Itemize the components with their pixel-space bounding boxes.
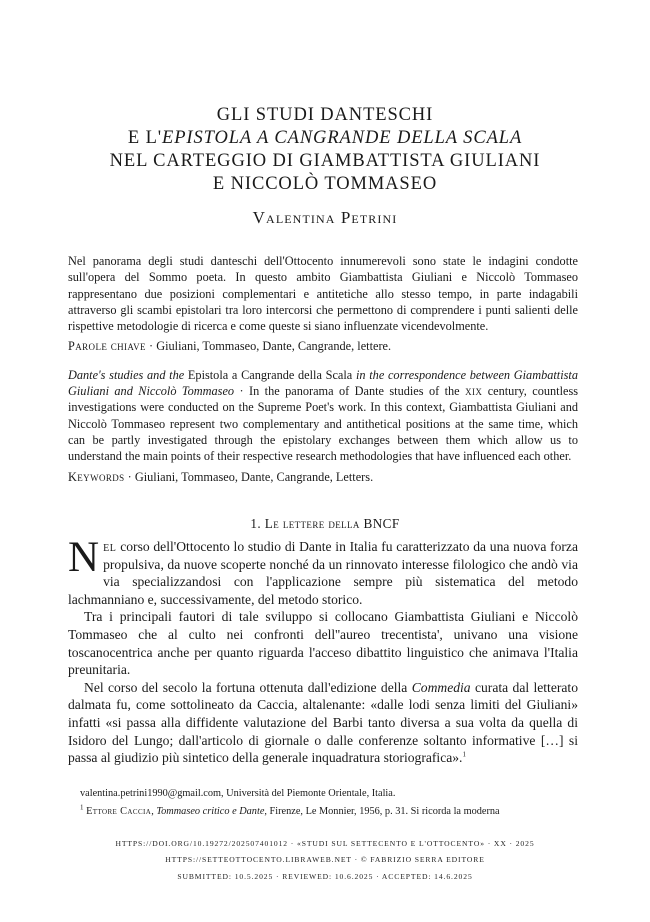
paragraph-1-lead: el bbox=[103, 539, 117, 554]
article-title bbox=[68, 104, 582, 228]
footer-doi-line: HTTPS://DOI.ORG/10.19272/202507401012 · «STUDI SUL SETTECENTO E L'OTTOCENTO» · XX · 2025 bbox=[115, 839, 535, 848]
title-line-2-prefix: E L' bbox=[127, 128, 163, 148]
footer-publisher-line: HTTPS://SETTEOTTOCENTO.LIBRAWEB.NET · © FABRIZIO SERRA EDITORE bbox=[165, 855, 485, 864]
keywords-english-label: Keywords bbox=[68, 469, 125, 484]
title-line-1: GLI STUDI DANTESCHI bbox=[216, 105, 434, 125]
abstract-block bbox=[68, 253, 578, 485]
footnote-1-author: Ettore Caccia bbox=[86, 806, 152, 817]
footnotes bbox=[68, 787, 578, 819]
abstract-english-title-1: Dante's studies and the bbox=[68, 367, 185, 382]
title-line-2-italic: EPISTOLA A CANGRANDE DELLA SCALA bbox=[162, 128, 523, 148]
footnote-1-title: Tommaseo critico e Dante bbox=[156, 806, 265, 817]
paragraph-3-text-2: curata dal letterato dalmata fu, come sottolineato da Caccia, altalenante: «dalle lodi senza limiti del Giuliani» infatti «si passa alla diffidente valutazione del Barbi tanto diversa a sua volta da quella di Isidoro del Lungo; dall'articolo di giornale o dalle conferenze soltanto informative […] si passa al giudizio più sintetico della generale inquadratura storiografica». bbox=[68, 679, 579, 766]
keywords-english-list: Giuliani, Tommaseo, Dante, Cangrande, Letters. bbox=[134, 469, 374, 484]
footnote-1-rest: , Firenze, Le Monnier, 1956, p. 31. Si ricorda la moderna bbox=[264, 806, 500, 817]
keywords-italian-list: Giuliani, Tommaseo, Dante, Cangrande, lettere. bbox=[156, 339, 392, 354]
footnote-1: $^1$ Ettore Caccia, Tommaseo critico e Dante, Firenze, Le Monnier, 1956, p. 31. Si ricorda la moderna bbox=[80, 803, 500, 817]
title-line-3: NEL CARTEGGIO DI GIAMBATTISTA GIULIANI bbox=[109, 151, 541, 171]
body-text bbox=[68, 534, 579, 767]
keywords-english: Keywords · Giuliani, Tommaseo, Dante, Cangrande, Letters. bbox=[68, 469, 374, 484]
footnote-marker-1[interactable]: 1 bbox=[462, 750, 466, 759]
abstract-english-title-3: in the correspondence between Giambattista Giuliani and Niccolò Tommaseo bbox=[68, 367, 578, 399]
paragraph-2: Tra i principali fautori di tale sviluppo si collocano Giambattista Giuliani e Niccolò Tommaseo che al culto nei confronti dell''aureo trecentista', univano una visione toscanocentrica anche per quanto riguarda l'acceso dibattito linguistico che animava l'Italia preunitaria. bbox=[68, 609, 578, 678]
abstract-english: Dante's studies and the Epistola a Cangrande della Scala in the correspondence between Giambattista Giuliani and Niccolò Tommaseo · In the panorama of Dante studies of the xix century, countless investigations were conducted on the Supreme Poet's work. In this context, Giambattista Giuliani and Niccolò Tommaseo represent two complementary and antithetical positions at the same time, which can be partly investigated through the epistolary exchanges between them which allow us to understand the main points of their respective research methodologies that have influenced each other. bbox=[68, 367, 579, 464]
paragraph-1-text: corso dell'Ottocento lo studio di Dante in Italia fu caratterizzato da una nuova forza propulsiva, da nuove scoperte nonché da un rinnovato interesse filologico che andò via via specializzandosi con l'applicazione sempre più sistematica del metodo lachmanniano e, successivamente, del metodo storico. bbox=[68, 539, 578, 607]
author-email-note: valentina.petrini1990@gmail.com, Università del Piemonte Orientale, Italia. bbox=[80, 788, 396, 799]
title-line-4: E NICCOLÒ TOMMASEO bbox=[212, 174, 438, 194]
abstract-english-text-2: century, countless investigations were conducted on the Supreme Poet's work. In this context, Giambattista Giuliani and Niccolò Tommaseo represent two complementary and antithetical positions at the same time, which can be partly investigated through the epistolary exchanges between them which allow us to understand the main points of their respective research methodologies that have influenced each other. bbox=[68, 384, 579, 464]
section-title-acronym: BNCF bbox=[363, 516, 400, 531]
paragraph-1 bbox=[68, 534, 578, 608]
keywords-italian: Parole chiave · Giuliani, Tommaseo, Dante, Cangrande, lettere. bbox=[68, 339, 392, 354]
paragraph-3-italic: Commedia bbox=[411, 679, 471, 695]
footnote-1-number: 1 bbox=[80, 803, 84, 812]
drop-cap: N bbox=[68, 534, 100, 581]
title-line-2 bbox=[68, 127, 582, 150]
paragraph-3 bbox=[68, 679, 578, 767]
section-title: Le lettere della bbox=[264, 516, 360, 531]
section-heading bbox=[68, 516, 582, 532]
abstract-italian: Nel panorama degli studi danteschi dell'Ottocento innumerevoli sono state le indagini condotte sull'opera del Sommo poeta. In questo ambito Giambattista Giuliani e Niccolò Tommaseo rappresentano due posizioni complementari e antitetiche allo stesso tempo, in parte indagabili attraverso gli scambi epistolari tra loro intercorsi che permettono di comprendere i punti salienti delle rispettive metodologie di ricerca e come queste si siano influenzate vicendevolmente. bbox=[68, 254, 578, 334]
author-name: Valentina Petrini bbox=[252, 208, 398, 227]
footer-dates-line: SUBMITTED: 10.5.2025 · REVIEWED: 10.6.2025 · ACCEPTED: 14.6.2025 bbox=[177, 872, 473, 881]
paragraph-3-text-1: Nel corso del secolo la fortuna ottenuta dall'edizione della bbox=[84, 679, 408, 695]
abstract-english-century: xix bbox=[465, 384, 483, 399]
section-number: 1. bbox=[250, 516, 262, 531]
abstract-english-text-1: In the panorama of Dante studies of the bbox=[249, 384, 460, 399]
keywords-italian-label: Parole chiave bbox=[68, 339, 146, 354]
abstract-english-title-2: Epistola a Cangrande della Scala bbox=[187, 367, 353, 382]
